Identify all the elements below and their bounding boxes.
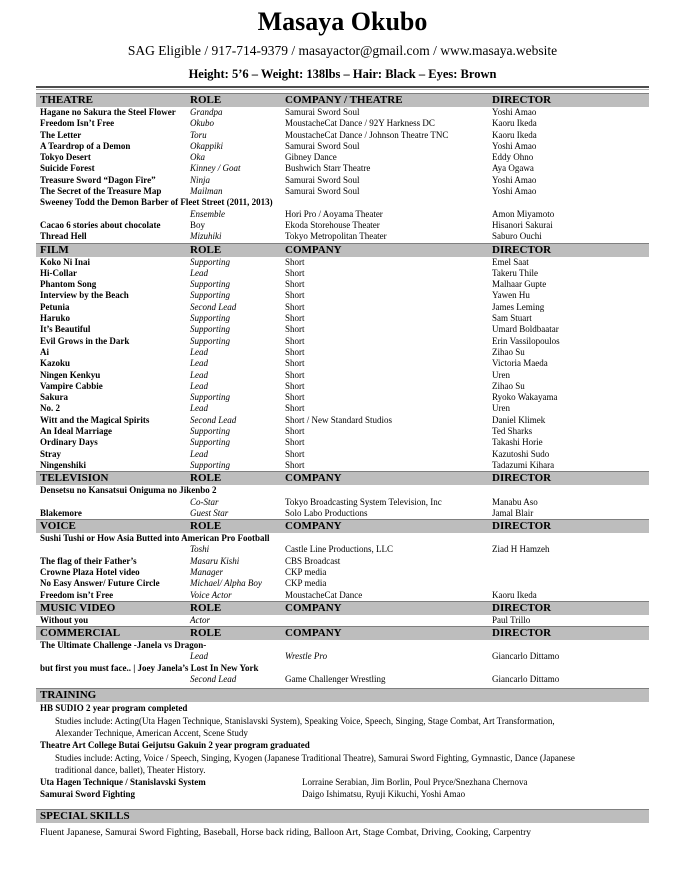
credit-title: but first you must face.. | Joey Janela’s Lost In New York — [40, 662, 259, 673]
credit-row — [36, 358, 649, 369]
credit-director — [492, 578, 649, 589]
credit-director: Zihao Su — [492, 346, 525, 357]
credit-title: Petunia — [40, 301, 70, 312]
credit-company: Samurai Sword Soul — [285, 140, 360, 151]
credit-row — [36, 578, 649, 589]
column-header-3: DIRECTOR — [492, 94, 552, 106]
credit-row — [36, 640, 649, 651]
credit-title: Ningenshiki — [40, 459, 87, 470]
credit-director: Amon Miyamoto — [492, 208, 555, 219]
column-header-3: DIRECTOR — [492, 243, 552, 256]
column-header-0: MUSIC VIDEO — [40, 601, 116, 614]
credit-role: Oka — [190, 152, 205, 163]
credit-director: Saburo Ouchi — [492, 231, 542, 242]
column-header-1: ROLE — [190, 627, 222, 640]
credit-row — [36, 381, 649, 392]
credit-title: Ningen Kenkyu — [40, 369, 101, 380]
credit-company: MoustacheCat Dance — [285, 589, 363, 600]
credit-role: Second Lead — [190, 301, 237, 312]
credit-title: Witt and the Magical Spirits — [40, 414, 150, 425]
column-header-1: ROLE — [190, 472, 222, 485]
credit-company: CKP media — [285, 566, 327, 577]
credit-row — [36, 324, 649, 335]
credit-company — [285, 615, 492, 626]
training-teachers: Lorraine Serabian, Jim Borlin, Poul Pryce/Snezhana Chernova — [302, 777, 528, 788]
credit-role: Lead — [190, 346, 208, 357]
column-header-3: DIRECTOR — [492, 472, 552, 485]
credit-role: Supporting — [190, 335, 231, 346]
credit-director: Zihao Su — [492, 380, 525, 391]
credit-company: Samurai Sword Soul — [285, 174, 360, 185]
credit-role: Second Lead — [190, 674, 237, 685]
special-skills-text: Fluent Japanese, Samurai Sword Fighting, Baseball, Horse back riding, Balloon Art, Stage Combat, Driving, Cooking, Carpentry — [40, 827, 532, 838]
section-header-commercial — [36, 626, 649, 640]
credit-title: Blakemore — [40, 507, 82, 518]
credit-role: Okappiki — [190, 140, 223, 151]
horizontal-rule — [36, 86, 649, 90]
credit-director: Umard Boldbaatar — [492, 324, 559, 335]
credit-row — [36, 497, 649, 508]
credit-company: Game Challenger Wrestling — [285, 674, 386, 685]
credit-company: Short — [285, 256, 305, 267]
resume-content — [36, 0, 649, 839]
credit-title: Thread Hell — [40, 231, 87, 242]
credit-director: Kaoru Ikeda — [492, 589, 537, 600]
credit-company: Short — [285, 324, 305, 335]
credit-director: Yoshi Amao — [492, 186, 537, 197]
column-header-0: FILM — [40, 243, 69, 256]
credit-title — [40, 674, 190, 685]
credit-role: Lead — [190, 403, 208, 414]
credit-title: Freedom Isn’t Free — [40, 118, 115, 129]
column-header-0: VOICE — [40, 520, 76, 533]
credit-director: Yoshi Amao — [492, 107, 537, 117]
credit-title: No Easy Answer/ Future Circle — [40, 578, 160, 589]
credit-row — [36, 674, 649, 685]
credit-title: Ordinary Days — [40, 437, 98, 448]
credit-company: Short — [285, 335, 305, 346]
credit-role: Mailman — [190, 186, 223, 197]
credit-company: Short — [285, 392, 305, 403]
credit-company: Samurai Sword Soul — [285, 107, 360, 117]
column-header-3: DIRECTOR — [492, 627, 552, 640]
column-header-1: ROLE — [190, 520, 222, 533]
credit-title: Treasure Sword “Dagon Fire” — [40, 174, 156, 185]
credit-director: Yoshi Amao — [492, 174, 537, 185]
credit-title: Sweeney Todd the Demon Barber of Fleet Street (2011, 2013) — [40, 197, 273, 208]
credit-row — [36, 485, 649, 496]
credit-row — [36, 175, 649, 186]
credit-role: Lead — [190, 380, 208, 391]
credit-row — [36, 347, 649, 358]
credit-title: Hi-Collar — [40, 267, 77, 278]
credit-title: Sakura — [40, 392, 69, 403]
credit-row — [36, 163, 649, 174]
column-header-0: COMMERCIAL — [40, 627, 121, 640]
credit-title — [40, 209, 190, 220]
credit-row — [36, 220, 649, 231]
credit-role: Guest Star — [190, 507, 229, 518]
credit-row — [36, 197, 649, 208]
credit-row — [36, 415, 649, 426]
credit-title — [40, 544, 190, 555]
credit-company: Castle Line Productions, LLC — [285, 544, 393, 555]
credit-company: MoustacheCat Dance / 92Y Harkness DC — [285, 118, 435, 129]
credit-title: Evil Grows in the Dark — [40, 335, 130, 346]
training-teacher-row — [36, 788, 649, 800]
credit-company: Short — [285, 290, 305, 301]
credit-company: Short — [285, 358, 305, 369]
credit-director: Tadazumi Kihara — [492, 459, 555, 470]
training-entries — [36, 702, 649, 800]
credit-title: A Teardrop of a Demon — [40, 140, 131, 151]
section-header-music-video — [36, 601, 649, 615]
credit-row — [36, 567, 649, 578]
training-discipline: Uta Hagen Technique / Stanislavski System — [40, 777, 206, 788]
physical-stats-line: Height: 5’6 – Weight: 138lbs – Hair: Black – Eyes: Brown — [188, 67, 497, 81]
credit-role: Lead — [190, 448, 208, 459]
credit-role: Toshi — [190, 544, 210, 555]
credit-director: Giancarlo Dittamo — [492, 651, 560, 662]
section-header-film — [36, 243, 649, 257]
training-section — [36, 688, 649, 800]
credit-role: Okubo — [190, 118, 214, 129]
column-header-3: DIRECTOR — [492, 601, 552, 614]
credit-role: Supporting — [190, 279, 231, 290]
credit-company: Samurai Sword Soul — [285, 186, 360, 197]
credit-title: The Letter — [40, 129, 82, 140]
credit-role: Second Lead — [190, 414, 237, 425]
credit-company: CKP media — [285, 578, 327, 589]
section-header-television — [36, 471, 649, 485]
section-title: TRAINING — [40, 689, 97, 702]
credit-title: The Secret of the Treasure Map — [40, 186, 162, 197]
credit-row — [36, 533, 649, 544]
credit-row — [36, 651, 649, 662]
credit-row — [36, 449, 649, 460]
section-header-special-skills — [36, 809, 649, 823]
credit-row — [36, 508, 649, 519]
credit-row — [36, 336, 649, 347]
credit-director: Erin Vassilopoulos — [492, 335, 560, 346]
credit-role: Ensemble — [190, 208, 225, 219]
credit-row — [36, 663, 649, 674]
credit-row — [36, 152, 649, 163]
credit-company: Short — [285, 437, 305, 448]
training-program-name: HB SUDIO 2 year program completed — [40, 703, 188, 714]
credit-director: Takeru Thile — [492, 267, 538, 278]
credit-role: Manager — [190, 566, 223, 577]
credit-title — [40, 497, 190, 508]
credit-company: Short — [285, 346, 305, 357]
credit-director: Ryoko Wakayama — [492, 392, 558, 403]
credit-director: Malhaar Gupte — [492, 279, 547, 290]
training-studies-line: traditional dance, ballet), Theater History. — [55, 764, 206, 775]
credit-title: Crowne Plaza Hotel video — [40, 566, 140, 577]
credit-company: Short / New Standard Studios — [285, 414, 392, 425]
credit-company: Solo Labo Productions — [285, 507, 368, 518]
credit-director: Yawen Hu — [492, 290, 530, 301]
column-header-2: COMPANY / THEATRE — [285, 94, 403, 106]
credit-role: Mizuhiki — [190, 231, 222, 242]
column-header-1: ROLE — [190, 243, 222, 256]
credit-role: Supporting — [190, 290, 231, 301]
credit-title: The Ultimate Challenge -Janela vs Dragon- — [40, 640, 207, 651]
credit-title: An Ideal Marriage — [40, 426, 112, 437]
credit-company: Short — [285, 459, 305, 470]
training-teachers: Daigo Ishimatsu, Ryuji Kikuchi, Yoshi Amao — [302, 789, 466, 800]
credit-director — [492, 556, 649, 567]
credit-role: Actor — [190, 614, 210, 625]
column-header-3: DIRECTOR — [492, 520, 552, 533]
credit-company: Ekoda Storehouse Theater — [285, 219, 380, 230]
credit-row — [36, 426, 649, 437]
credit-company: CBS Broadcast — [285, 555, 341, 566]
credit-company: Short — [285, 403, 305, 414]
credit-director: Sam Stuart — [492, 313, 532, 324]
credit-row — [36, 290, 649, 301]
column-header-1: ROLE — [190, 601, 222, 614]
credit-role: Boy — [190, 219, 206, 230]
training-program-name: Theatre Art College Butai Geijutsu Gakuin 2 year program graduated — [40, 740, 310, 751]
credit-row — [36, 130, 649, 141]
credit-company: Gibney Dance — [285, 152, 337, 163]
credit-title: Haruko — [40, 313, 71, 324]
credit-role: Michael/ Alpha Boy — [190, 578, 262, 589]
credit-row — [36, 268, 649, 279]
credit-title: Tokyo Desert — [40, 152, 91, 163]
credit-director: Daniel Klimek — [492, 414, 546, 425]
credit-row — [36, 590, 649, 601]
credit-director: Jamal Blair — [492, 507, 534, 518]
actor-name: Masaya Okubo — [257, 7, 428, 36]
credit-director: Kazutoshi Sudo — [492, 448, 550, 459]
credit-title: It’s Beautiful — [40, 324, 91, 335]
credit-company: Short — [285, 267, 305, 278]
training-discipline: Samurai Sword Fighting — [40, 789, 136, 800]
contact-line: SAG Eligible / 917-714-9379 / masayactor@gmail.com / www.masaya.website — [127, 43, 558, 58]
credit-director: James Leming — [492, 301, 545, 312]
credit-row — [36, 231, 649, 242]
credit-row — [36, 403, 649, 414]
credit-company: Short — [285, 448, 305, 459]
training-studies-line: Studies include: Acting(Uta Hagen Technique, Stanislavski System), Speaking Voice, Speech, Singing, Stage Combat, Art Transformation, — [55, 715, 555, 726]
section-header-training — [36, 688, 649, 702]
special-skills-section — [36, 809, 649, 839]
credit-row — [36, 313, 649, 324]
credit-role: Voice Actor — [190, 589, 232, 600]
credit-director — [492, 567, 649, 578]
column-header-0: THEATRE — [40, 94, 93, 106]
credit-row — [36, 118, 649, 129]
credit-director: Ted Sharks — [492, 426, 533, 437]
credit-director: Victoria Maeda — [492, 358, 548, 369]
credit-role: Masaru Kishi — [190, 555, 240, 566]
credit-company: Tokyo Metropolitan Theater — [285, 231, 387, 242]
credit-title: Densetsu no Kansatsui Oniguma no Jikenbo 2 — [40, 485, 217, 496]
credit-title: Stray — [40, 448, 61, 459]
credit-title: The flag of their Father’s — [40, 555, 137, 566]
credit-director: Giancarlo Dittamo — [492, 674, 560, 685]
credit-role: Supporting — [190, 459, 231, 470]
training-studies-line: Alexander Technique, American Accent, Scene Study — [55, 727, 248, 738]
credit-row — [36, 141, 649, 152]
credit-director: Ziad H Hamzeh — [492, 544, 550, 555]
credit-role: Supporting — [190, 392, 231, 403]
credit-row — [36, 460, 649, 471]
credit-title: Freedom isn’t Free — [40, 589, 114, 600]
credit-title: Interview by the Beach — [40, 290, 129, 301]
credit-row — [36, 279, 649, 290]
credit-role: Lead — [190, 369, 208, 380]
column-header-2: COMPANY — [285, 243, 342, 256]
credit-role: Supporting — [190, 437, 231, 448]
credit-title: Hagane no Sakura the Steel Flower — [40, 107, 176, 117]
credit-row — [36, 544, 649, 555]
credit-director: Kaoru Ikeda — [492, 118, 537, 129]
credit-company: Bushwich Starr Theatre — [285, 163, 371, 174]
credit-company: Short — [285, 279, 305, 290]
section-title: SPECIAL SKILLS — [40, 809, 130, 822]
credit-company: Short — [285, 369, 305, 380]
credit-director: Uren — [492, 403, 510, 414]
training-teacher-row — [36, 776, 649, 788]
credit-role: Supporting — [190, 324, 231, 335]
credit-director: Takashi Horie — [492, 437, 543, 448]
credit-role: Supporting — [190, 256, 231, 267]
credit-title: Koko Ni Inai — [40, 256, 91, 267]
credit-row — [36, 392, 649, 403]
credit-row — [36, 437, 649, 448]
credit-title: Ai — [40, 346, 49, 357]
column-header-2: COMPANY — [285, 520, 342, 533]
credit-title: Vampire Cabbie — [40, 380, 103, 391]
credit-title: Phantom Song — [40, 279, 97, 290]
credit-role: Lead — [190, 651, 208, 662]
credit-row — [36, 257, 649, 268]
credit-role: Co-Star — [190, 496, 219, 507]
credit-company: MoustacheCat Dance / Johnson Theatre TNC — [285, 129, 449, 140]
column-header-2: COMPANY — [285, 601, 342, 614]
column-header-2: COMPANY — [285, 472, 342, 485]
credit-company: Wrestle Pro — [285, 651, 328, 662]
credit-row — [36, 302, 649, 313]
credit-role: Lead — [190, 267, 208, 278]
credit-role: Grandpa — [190, 107, 223, 117]
credit-company: Short — [285, 313, 305, 324]
credits — [36, 93, 649, 685]
credit-title: Suicide Forest — [40, 163, 95, 174]
credit-title: Cacao 6 stories about chocolate — [40, 219, 161, 230]
credit-title: Sushi Tushi or How Asia Butted into American Pro Football — [40, 533, 270, 544]
credit-row — [36, 370, 649, 381]
credit-row — [36, 107, 649, 118]
column-header-1: ROLE — [190, 94, 222, 106]
credit-row — [36, 186, 649, 197]
credit-director: Emel Saat — [492, 256, 529, 267]
credit-company: Short — [285, 380, 305, 391]
credit-role: Lead — [190, 358, 208, 369]
credit-director: Eddy Ohno — [492, 152, 534, 163]
credit-role: Supporting — [190, 426, 231, 437]
credit-role: Ninja — [190, 174, 211, 185]
credit-director: Hisanori Sakurai — [492, 219, 553, 230]
credit-title: Kazoku — [40, 358, 71, 369]
credit-director: Yoshi Amao — [492, 140, 537, 151]
credit-title — [40, 651, 190, 662]
credit-role: Supporting — [190, 313, 231, 324]
credit-company: Short — [285, 426, 305, 437]
credit-director: Uren — [492, 369, 510, 380]
credit-director: Paul Trillo — [492, 614, 531, 625]
credit-role: Toru — [190, 129, 207, 140]
credit-company: Tokyo Broadcasting System Television, Inc — [285, 496, 442, 507]
section-header-theatre — [36, 93, 649, 107]
credit-company: Short — [285, 301, 305, 312]
credit-row — [36, 615, 649, 626]
credit-director: Aya Ogawa — [492, 163, 534, 174]
column-header-2: COMPANY — [285, 627, 342, 640]
credit-director: Kaoru Ikeda — [492, 129, 537, 140]
credit-row — [36, 556, 649, 567]
training-studies-line: Studies include: Acting, Voice / Speech, Singing, Kyogen (Japanese Traditional Theatre), Samurai Sword Fighting, Gymnastic, Dance (Japanese — [55, 752, 575, 763]
credit-row — [36, 209, 649, 220]
credit-title: Without you — [40, 614, 89, 625]
credit-director: Manabu Aso — [492, 496, 538, 507]
column-header-0: TELEVISION — [40, 472, 109, 485]
section-header-voice — [36, 519, 649, 533]
credit-company: Hori Pro / Aoyama Theater — [285, 208, 383, 219]
credit-role: Kinney / Goat — [190, 163, 241, 174]
credit-title: No. 2 — [40, 403, 60, 414]
